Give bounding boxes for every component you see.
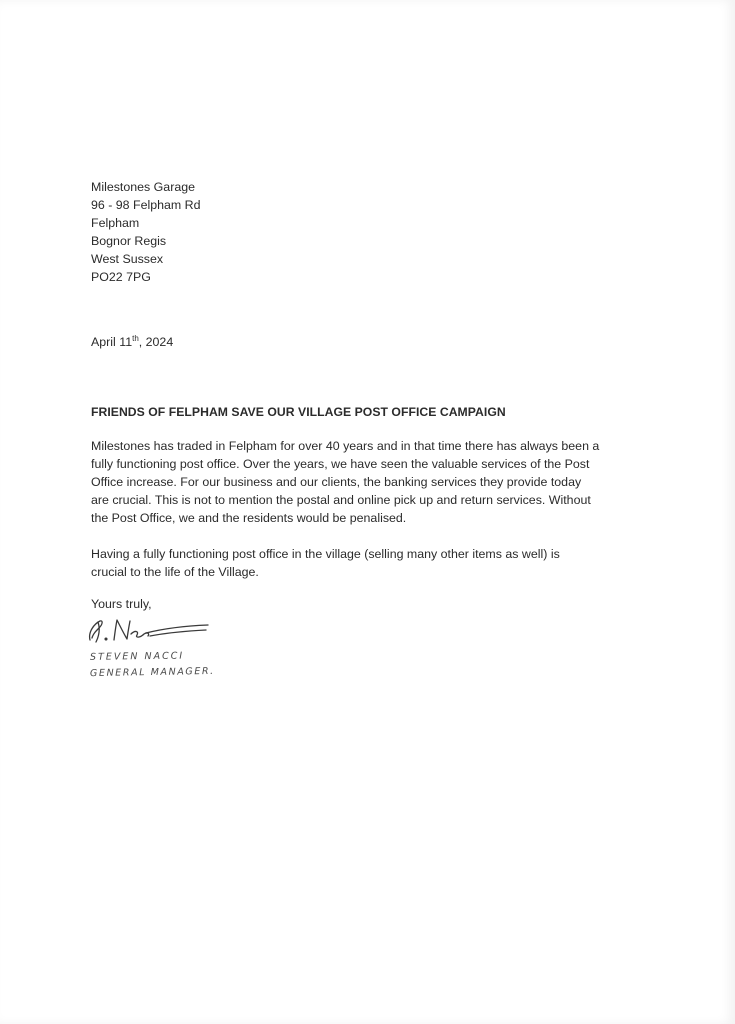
body-line: fully functioning post office. Over the years, we have seen the valuable services of the Post: [91, 457, 590, 471]
body-paragraph-2: [91, 545, 651, 581]
sender-line: Milestones Garage: [91, 180, 195, 194]
letter-date: [91, 333, 173, 351]
body-line: Office increase. For our business and our clients, the banking services they provide today: [91, 475, 582, 489]
letter-subject: FRIENDS OF FELPHAM SAVE OUR VILLAGE POST OFFICE CAMPAIGN: [91, 405, 506, 419]
signer-name: STEVEN NACCI: [89, 650, 185, 663]
body-line: are crucial. This is not to mention the postal and online pick up and return services. Without: [91, 493, 591, 507]
body-line: crucial to the life of the Village.: [91, 565, 259, 579]
body-line: Milestones has traded in Felpham for over 40 years and in that time there has always been a: [91, 439, 600, 453]
date-rest: , 2024: [138, 335, 174, 349]
body-line: the Post Office, we and the residents would be penalised.: [91, 511, 407, 525]
signer-block: [90, 650, 215, 680]
sender-line: Bognor Regis: [91, 234, 167, 248]
letter-closing: Yours truly,: [91, 597, 152, 611]
sender-line: PO22 7PG: [91, 270, 151, 284]
sender-line: Felpham: [91, 216, 140, 230]
sender-line: 96 - 98 Felpham Rd: [91, 198, 201, 212]
date-ordinal-suffix: th: [132, 334, 139, 343]
date-prefix: April 11: [91, 335, 133, 349]
body-paragraph-1: [91, 437, 651, 527]
sender-line: West Sussex: [91, 252, 164, 266]
handwritten-signature: [84, 612, 214, 648]
body-line: Having a fully functioning post office in the village (selling many other items as well) is: [91, 547, 560, 561]
signer-title: GENERAL MANAGER.: [89, 665, 215, 680]
sender-address: [91, 178, 201, 286]
